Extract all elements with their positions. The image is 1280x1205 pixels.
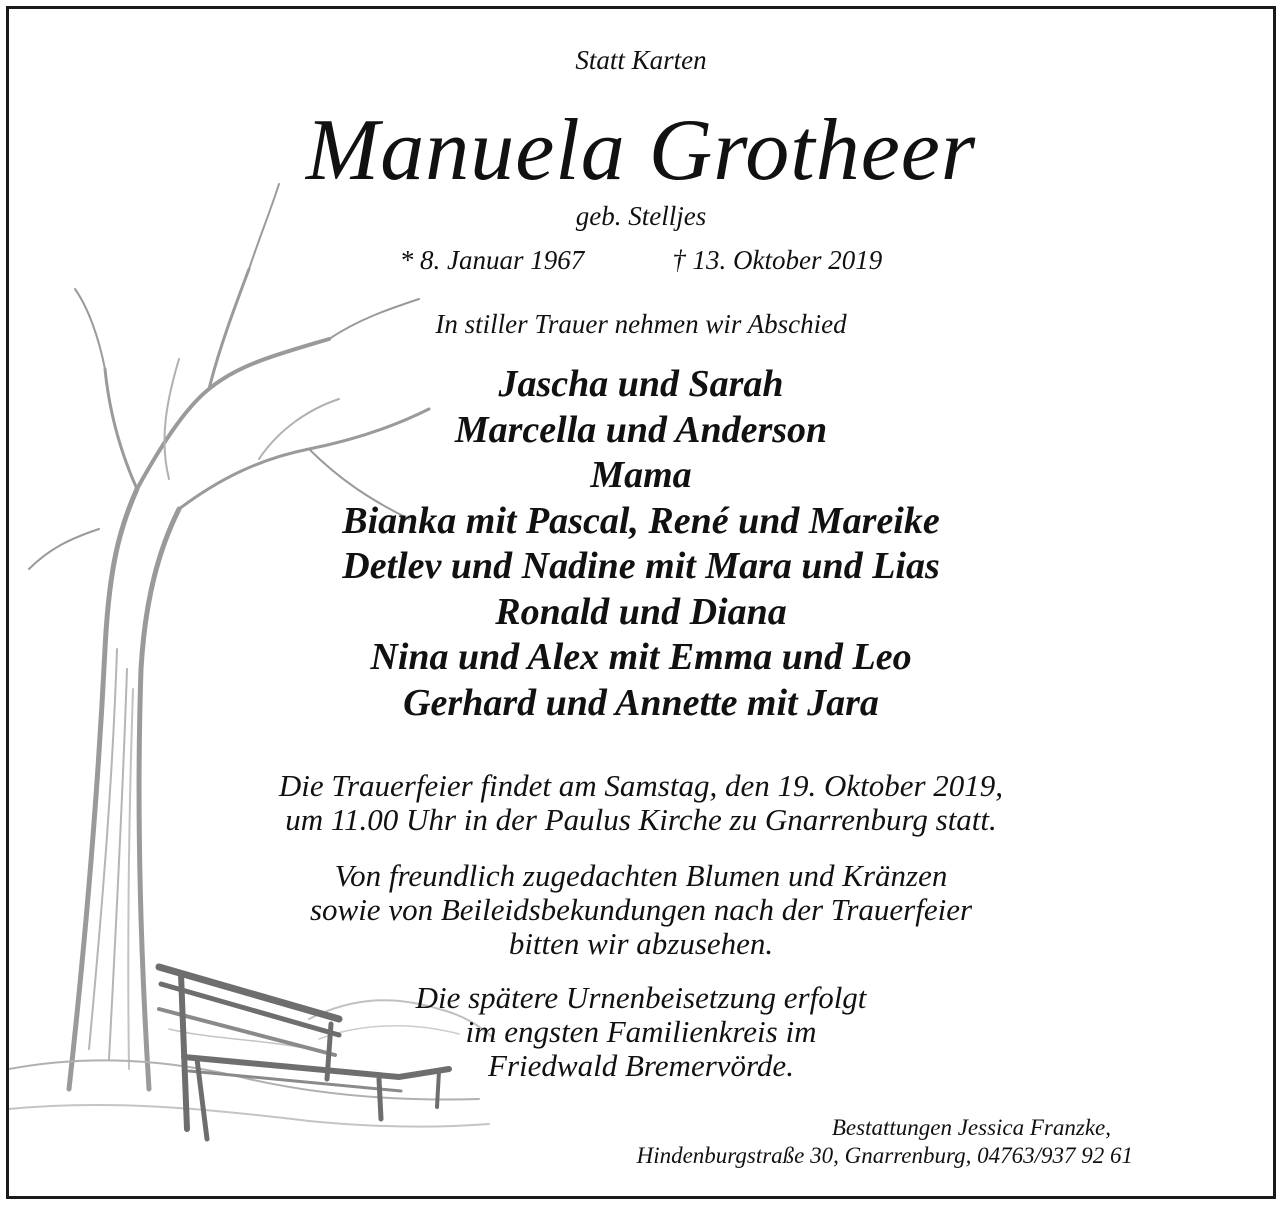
ceremony-line: Die Trauerfeier findet am Samstag, den 19. Oktober 2019, xyxy=(278,768,1004,803)
ceremony-line: um 11.00 Uhr in der Paulus Kirche zu Gnarrenburg statt. xyxy=(285,802,997,837)
mourner-line: Detlev und Nadine mit Mara und Lias xyxy=(342,545,940,587)
deceased-name: Manuela Grotheer xyxy=(305,102,977,199)
mourner-line: Marcella und Anderson xyxy=(454,408,828,451)
mourner-line: Bianka mit Pascal, René und Mareike xyxy=(342,499,940,542)
maiden-name: geb. Stelljes xyxy=(575,201,707,231)
mourner-line: Jascha und Sarah xyxy=(498,363,784,405)
flowers-request xyxy=(9,859,1273,961)
burial-line: im engsten Familienkreis im xyxy=(465,1014,817,1049)
obituary-notice xyxy=(6,6,1276,1199)
flowers-line: sowie von Beileidsbekundungen nach der Trauerfeier xyxy=(309,892,973,927)
mourner-line: Nina und Alex mit Emma und Leo xyxy=(370,636,912,678)
life-dates xyxy=(9,245,1273,276)
ceremony-info xyxy=(9,769,1273,837)
header-statt-karten: Statt Karten xyxy=(575,45,707,75)
funeral-home-address: Hindenburgstraße 30, Gnarrenburg, 04763/937 92 61 xyxy=(636,1143,1133,1168)
birth-date: * 8. Januar 1967 xyxy=(399,245,585,275)
mourners-list xyxy=(9,362,1273,726)
funeral-home xyxy=(533,1114,1133,1170)
funeral-home-name: Bestattungen Jessica Franzke, xyxy=(831,1115,1111,1140)
mourning-intro: In stiller Trauer nehmen wir Abschied xyxy=(435,309,847,339)
mourner-line: Gerhard und Annette mit Jara xyxy=(403,681,879,724)
burial-line: Die spätere Urnenbeisetzung erfolgt xyxy=(415,980,867,1015)
burial-line: Friedwald Bremervörde. xyxy=(488,1048,794,1083)
flowers-line: bitten wir abzusehen. xyxy=(508,926,774,961)
mourner-line: Ronald und Diana xyxy=(495,590,787,633)
mourner-line: Mama xyxy=(590,454,692,496)
burial-info xyxy=(9,981,1273,1083)
death-date: † 13. Oktober 2019 xyxy=(672,245,883,275)
flowers-line: Von freundlich zugedachten Blumen und Kränzen xyxy=(334,858,948,893)
